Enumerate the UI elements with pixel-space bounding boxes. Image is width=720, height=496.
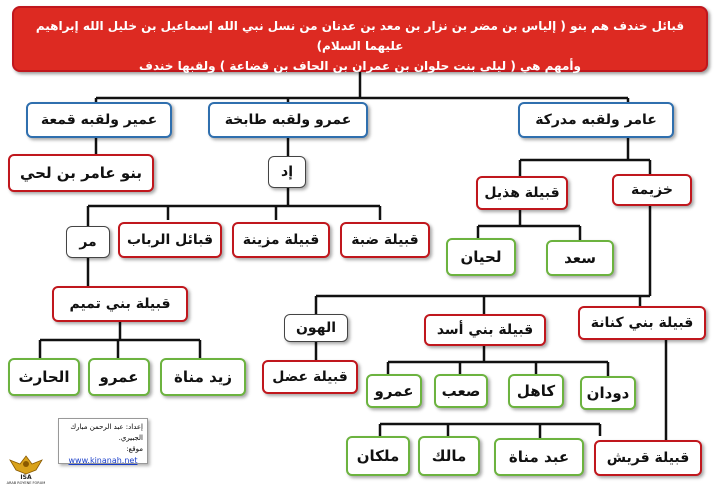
node-bani-kinana: قبيلة بني كنانة: [578, 306, 706, 340]
node-quraish: قبيلة قريش: [594, 440, 702, 476]
logo-title: ISA: [20, 474, 32, 481]
node-abd-manat: عبد مناة: [494, 438, 584, 476]
node-saad: سعد: [546, 240, 614, 276]
node-hun: الهون: [284, 314, 348, 342]
node-adal: قبيلة عضل: [262, 360, 358, 394]
header-line-1: قبائل خندف هم بنو ( إلياس بن مضر بن نزار بن معد بن عدنان من نسل نبي الله إسماعيل بن خليل الله إبراهيم عليهما السلام): [35, 19, 685, 53]
credit-box: [58, 418, 148, 464]
node-amer-mudrika: عامر ولقبه مدركة: [518, 102, 674, 138]
node-murr: مر: [66, 226, 110, 258]
header-line-2: وأمهم هي ( ليلى بنت حلوان بن عمران بن الحاف بن قضاعة ) ولقبها خندف: [139, 59, 581, 73]
node-amr-tamim: عمرو: [88, 358, 150, 396]
node-muzaina: قبيلة مزينة: [232, 222, 330, 258]
node-rabab: قبائل الرباب: [118, 222, 222, 258]
node-amr-tabikha: عمرو ولقبه طابخة: [208, 102, 368, 138]
node-amr-asad: عمرو: [366, 374, 422, 408]
node-dabba: قبيلة ضبة: [340, 222, 430, 258]
credit-prepared-by: إعداد: عبد الرحمن مبارك الجبيري.: [70, 423, 143, 442]
node-kahil: كاهل: [508, 374, 564, 408]
node-zaid-manat: زيد مناة: [160, 358, 246, 396]
node-khuzaima: خزيمة: [612, 174, 692, 206]
logo-subtitle: ARAB ROYENE FORUM: [6, 481, 46, 485]
node-hudhail: قبيلة هذيل: [476, 176, 568, 210]
node-umair-qamaa: عمير ولقبه قمعة: [26, 102, 172, 138]
node-bani-tamim: قبيلة بني تميم: [52, 286, 188, 322]
node-lahyan: لحيان: [446, 238, 516, 276]
node-bani-asad: قبيلة بني أسد: [424, 314, 546, 346]
credit-site-label: موقع:: [126, 445, 143, 453]
node-saab: صعب: [434, 374, 488, 408]
forum-logo: [6, 450, 46, 490]
node-malkan: ملكان: [346, 436, 410, 476]
node-harith: الحارث: [8, 358, 80, 396]
node-malik: مالك: [418, 436, 480, 476]
node-udd: إد: [268, 156, 306, 188]
credit-url-link[interactable]: www.kinanah.net: [68, 456, 138, 465]
node-bani-amer-luhai: بنو عامر بن لحي: [8, 154, 154, 192]
node-dudan: دودان: [580, 376, 636, 410]
header-banner: [12, 6, 708, 72]
